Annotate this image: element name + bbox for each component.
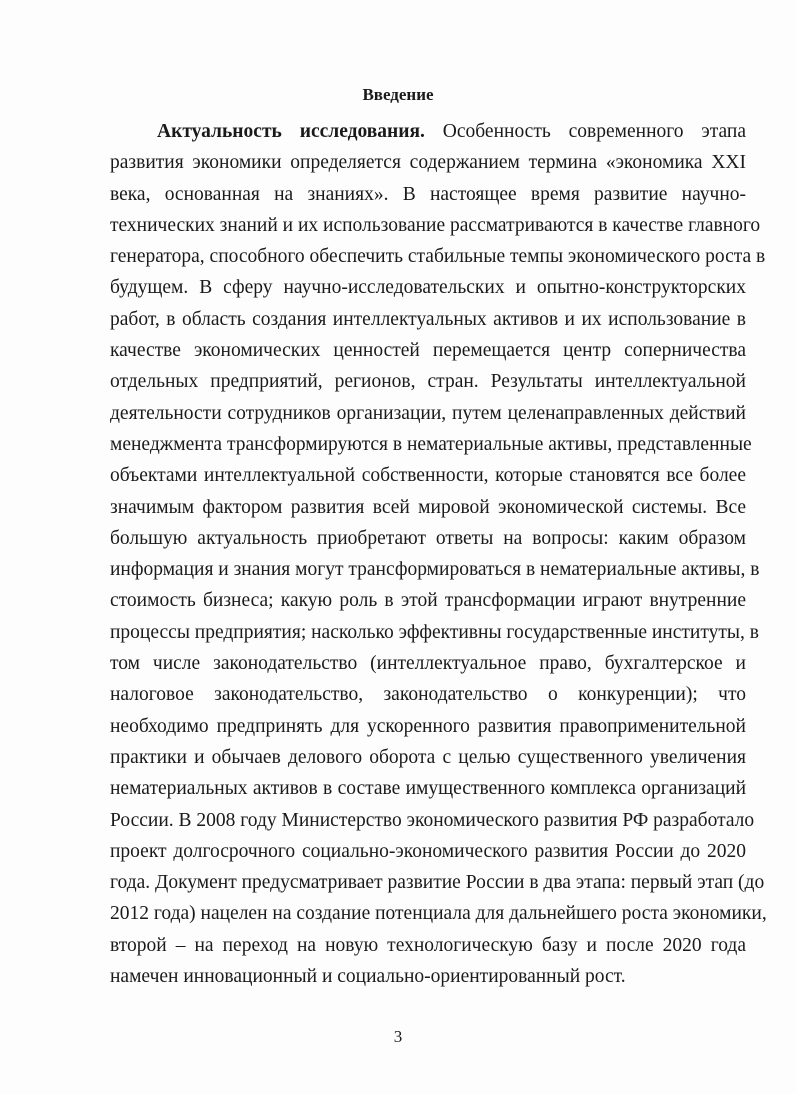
page-title: Введение <box>362 85 434 104</box>
text-line: технических знаний и их использование рассматриваются в качестве главного <box>110 214 761 236</box>
text-line: практики и обычаев делового оборота с целью существенного увеличения <box>110 746 746 768</box>
text-line: процессы предприятия; насколько эффективны государственные институты, в <box>110 621 759 643</box>
text-line: работ, в область создания интеллектуальных активов и их использование в <box>110 308 746 330</box>
page-number: 3 <box>393 1027 403 1046</box>
text-line: значимым фактором развития всей мировой экономической системы. Все <box>110 496 746 518</box>
text-line: деятельности сотрудников организации, путем целенаправленных действий <box>110 402 746 424</box>
text-line: развития экономики определяется содержанием термина «экономика XXI <box>110 152 746 174</box>
text-line: проект долгосрочного социально-экономического развития России до 2020 <box>110 840 746 862</box>
text-line <box>110 116 746 147</box>
lead-phrase: Актуальность исследования. <box>157 121 425 142</box>
text-line: качестве экономических ценностей перемещается центр соперничества <box>110 340 746 362</box>
text-line: большую актуальность приобретают ответы на вопросы: каким образом <box>110 527 746 549</box>
text-line: стоимость бизнеса; какую роль в этой трансформации играют внутренние <box>110 590 746 612</box>
text-line: России. В 2008 году Министерство экономического развития РФ разработало <box>110 809 755 831</box>
text-line: генератора, способного обеспечить стабильные темпы экономического роста в <box>110 246 766 268</box>
text-line: века, основанная на знаниях». В настоящее время развитие научно- <box>110 183 746 205</box>
text-line: будущем. В сферу научно-исследовательских и опытно-конструкторских <box>110 277 746 299</box>
text-line: отдельных предприятий, регионов, стран. Результаты интеллектуальной <box>110 371 746 393</box>
text-line-content: Особенность современного этапа <box>424 121 747 142</box>
text-line: необходимо предпринять для ускоренного развития правоприменительной <box>110 715 746 737</box>
text-line: второй – на переход на новую технологическую базу и после 2020 года <box>110 934 746 956</box>
text-line: 2012 года) нацелен на создание потенциала для дальнейшего роста экономики, <box>110 903 767 925</box>
text-line: года. Документ предусматривает развитие России в два этапа: первый этап (до <box>110 872 765 894</box>
text-line: том числе законодательство (интеллектуальное право, бухгалтерское и <box>110 653 746 675</box>
text-line: намечен инновационный и социально-ориентированный рост. <box>110 966 626 988</box>
text-line: налоговое законодательство, законодательство о конкуренции); что <box>110 684 746 706</box>
text-line: объектами интеллектуальной собственности, которые становятся все более <box>110 465 746 487</box>
text-line: менеджмента трансформируются в нематериальные активы, представленные <box>110 433 752 455</box>
text-line: информация и знания могут трансформироваться в нематериальные активы, в <box>110 559 760 581</box>
body-paragraph <box>110 116 767 992</box>
text-line: нематериальных активов в составе имущественного комплекса организаций <box>110 778 746 800</box>
